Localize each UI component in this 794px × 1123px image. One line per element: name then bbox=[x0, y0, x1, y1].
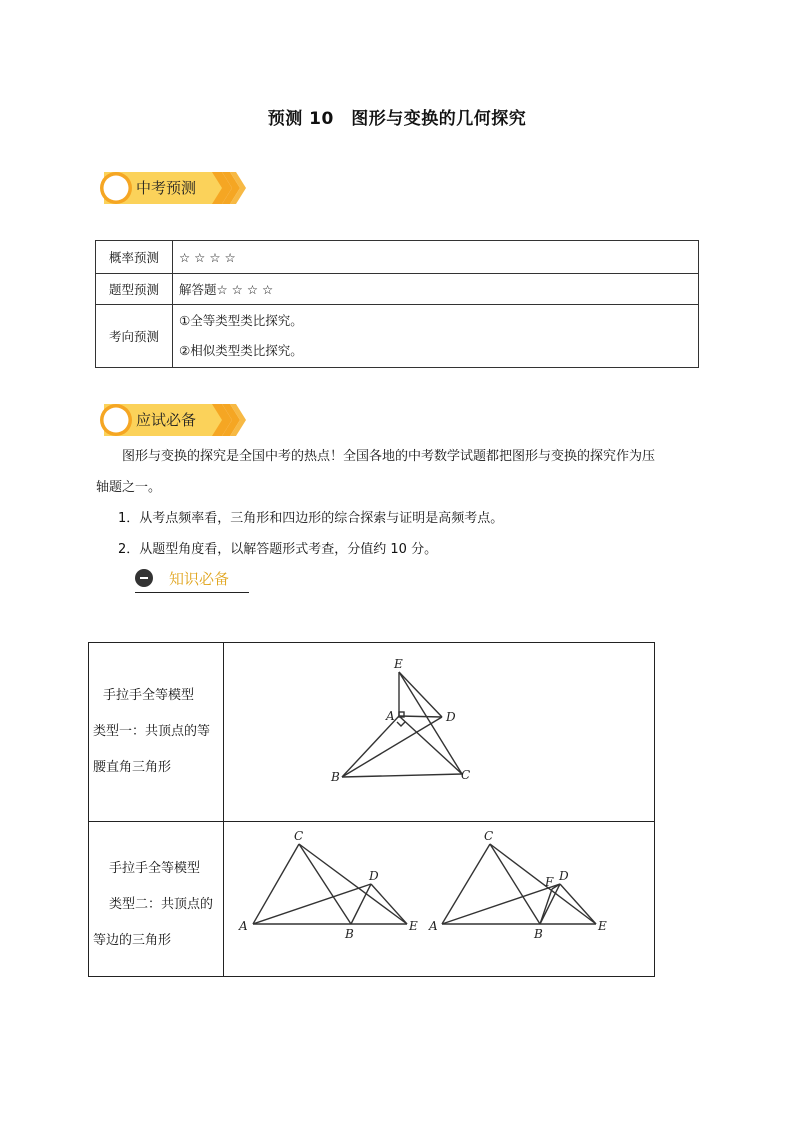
banner-label: 应试必备 bbox=[136, 411, 197, 429]
page-title: 预测 10 图形与变换的几何探究 bbox=[267, 109, 527, 129]
model-line: 等边的三角形 bbox=[93, 933, 172, 948]
label-a: A bbox=[239, 919, 248, 933]
banner-zhongkao bbox=[96, 168, 256, 208]
label-e: E bbox=[598, 919, 607, 933]
label-b: B bbox=[345, 927, 354, 941]
figure-type-2-left bbox=[235, 826, 420, 944]
label-d: D bbox=[369, 869, 379, 883]
forecast-table bbox=[95, 240, 699, 368]
table-row bbox=[96, 241, 699, 274]
table-key: 概率预测 bbox=[96, 241, 173, 274]
table-line: ②相似类型类比探究。 bbox=[179, 343, 303, 358]
label-f: F bbox=[545, 875, 554, 889]
model-line: 类型一：共顶点的等 bbox=[93, 724, 211, 739]
intro-paragraph bbox=[96, 441, 706, 565]
label-e: E bbox=[394, 657, 403, 671]
table-value bbox=[173, 305, 699, 368]
label-e: E bbox=[409, 919, 418, 933]
model-label-2 bbox=[93, 851, 221, 959]
model-line: 手拉手全等模型 bbox=[103, 688, 195, 703]
model-line: 类型二：共顶点的 bbox=[109, 897, 214, 912]
figure-type-2-right bbox=[426, 826, 611, 944]
label-d: D bbox=[559, 869, 569, 883]
figure-type-1 bbox=[319, 649, 479, 789]
label-c: C bbox=[294, 829, 304, 843]
model-line: 手拉手全等模型 bbox=[109, 861, 201, 876]
table-value: 解答题☆ ☆ ☆ ☆ bbox=[173, 274, 699, 305]
label-b: B bbox=[534, 927, 543, 941]
intro-line: 轴题之一。 bbox=[96, 480, 162, 495]
label-c: C bbox=[461, 768, 471, 782]
label-a: A bbox=[429, 919, 438, 933]
banner-yingshi bbox=[96, 400, 256, 440]
label-a: A bbox=[386, 709, 395, 723]
banner-label: 中考预测 bbox=[136, 179, 197, 197]
subheading-label: 知识必备 bbox=[169, 570, 230, 588]
intro-item: 2．从题型角度看，以解答题形式考查，分值约 10 分。 bbox=[118, 542, 438, 557]
knowledge-subheading bbox=[135, 566, 249, 593]
label-d: D bbox=[446, 710, 456, 724]
model-line: 腰直角三角形 bbox=[93, 760, 172, 775]
intro-item: 1．从考点频率看，三角形和四边形的综合探索与证明是高频考点。 bbox=[118, 511, 504, 526]
minus-circle-icon bbox=[135, 569, 153, 587]
label-c: C bbox=[484, 829, 494, 843]
intro-line: 图形与变换的探究是全国中考的热点！全国各地的中考数学试题都把图形与变换的探究作为压 bbox=[122, 449, 656, 464]
table-key: 考向预测 bbox=[96, 305, 173, 368]
table-value: ☆ ☆ ☆ ☆ bbox=[173, 241, 699, 274]
model-table bbox=[88, 642, 655, 977]
model-label-1 bbox=[93, 678, 221, 786]
table-line: ①全等类型类比探究。 bbox=[179, 313, 303, 328]
table-row bbox=[96, 305, 699, 368]
label-b: B bbox=[331, 770, 340, 784]
table-key: 题型预测 bbox=[96, 274, 173, 305]
table-row bbox=[96, 274, 699, 305]
